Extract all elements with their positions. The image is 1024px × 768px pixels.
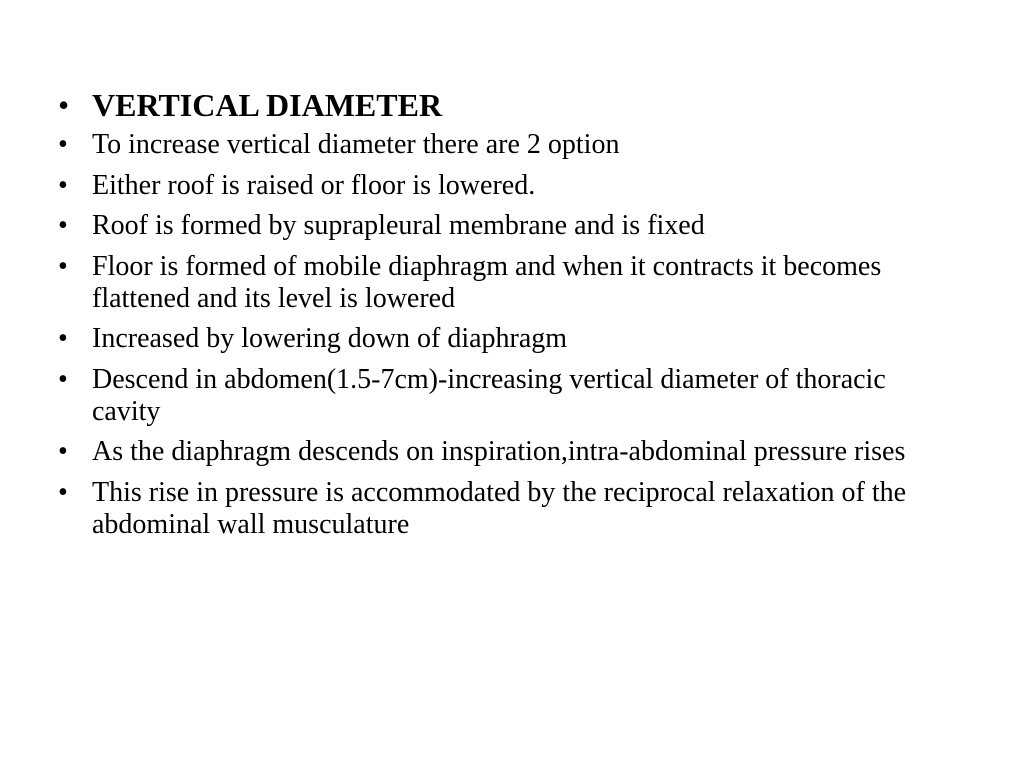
bullet-icon: • <box>58 250 68 282</box>
bullet-icon: • <box>58 129 68 160</box>
list-item-text: Floor is formed of mobile diaphragm and when it contracts it becomes flattened and its level is lowered <box>92 250 882 314</box>
list-item <box>58 477 958 541</box>
list-item-text: Descend in abdomen(1.5-7cm)-increasing vertical diameter of thoracic cavity <box>92 363 886 427</box>
bullet-icon: • <box>58 87 70 123</box>
list-item <box>58 251 958 315</box>
list-item <box>58 210 958 242</box>
list-item-text: Either roof is raised or floor is lowered. <box>92 169 536 201</box>
list-item <box>58 170 958 202</box>
bullet-icon: • <box>58 476 68 508</box>
bullet-icon: • <box>58 210 68 241</box>
bullet-list <box>58 86 958 549</box>
list-item <box>58 323 958 355</box>
bullet-icon: • <box>58 436 68 467</box>
list-item <box>58 129 958 161</box>
bullet-icon: • <box>58 363 68 395</box>
list-item-text: As the diaphragm descends on inspiration,intra-abdominal pressure rises <box>92 436 906 467</box>
list-item-text: Increased by lowering down of diaphragm <box>92 323 568 354</box>
list-item-text: This rise in pressure is accommodated by the reciprocal relaxation of the abdominal wall musculature <box>92 476 907 540</box>
list-item <box>58 364 958 428</box>
list-item <box>58 436 958 468</box>
list-item-text: To increase vertical diameter there are 2 option <box>92 129 620 160</box>
bullet-icon: • <box>58 323 68 354</box>
slide-heading: VERTICAL DIAMETER <box>92 87 443 123</box>
heading-item <box>58 86 958 124</box>
list-item-text: Roof is formed by suprapleural membrane and is fixed <box>92 210 705 241</box>
bullet-icon: • <box>58 169 68 201</box>
